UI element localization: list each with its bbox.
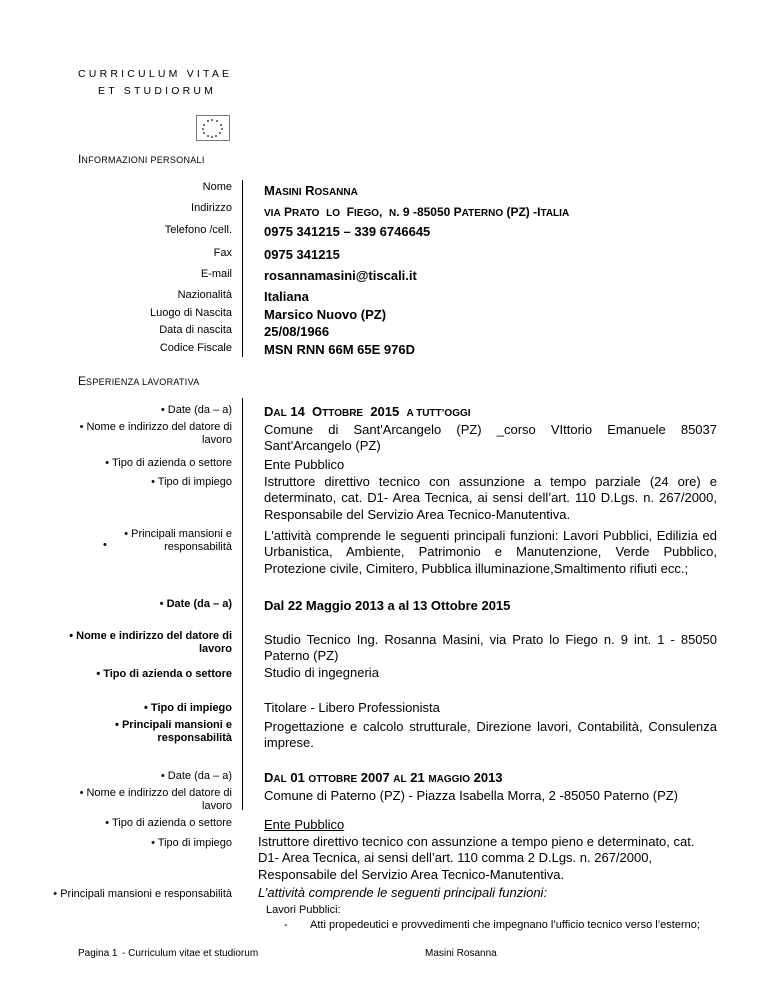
job2-label-employer: • Nome e indirizzo del datore di lavoro <box>69 630 232 655</box>
section-personal-heading: INFORMAZIONI PERSONALI <box>78 152 205 166</box>
divider <box>242 398 243 810</box>
job3-label-date: • Date (da – a) <box>160 770 232 782</box>
job1-label-date: • Date (da – a) <box>160 404 232 416</box>
job3-sub-item-dash: - <box>284 919 288 931</box>
label-nazionalita: Nazionalità <box>177 289 232 301</box>
job3-type: Ente Pubblico <box>264 817 345 832</box>
section-experience-heading: ESPERIENZA LAVORATIVA <box>78 374 200 388</box>
job2-date: Dal 22 Maggio 2013 a al 13 Ottobre 2015 <box>264 598 511 613</box>
job1-label-type: • Tipo di azienda o settore <box>105 457 232 469</box>
label-telefono: Telefono /cell. <box>164 224 232 236</box>
job2-label-date: • Date (da – a) <box>159 598 232 610</box>
footer-name: Masini Rosanna <box>425 948 497 959</box>
value-nome: MASINI ROSANNA <box>264 183 358 198</box>
eu-flag-icon <box>196 115 230 141</box>
job3-label-type: • Tipo di azienda o settore <box>105 817 232 829</box>
job3-sub-heading: Lavori Pubblici: <box>266 904 341 916</box>
job2-duties: Progettazione e calcolo strutturale, Direzione lavori, Contabilità, Consulenza imprese. <box>264 719 717 751</box>
footer-doc: - Curriculum vitae et studiorum <box>122 948 259 959</box>
job1-label-duties: • Principali mansioni e responsabilità <box>124 528 232 553</box>
label-email: E-mail <box>200 268 232 280</box>
job1-duties: L'attività comprende le seguenti principali funzioni: Lavori Pubblici, Edilizia ed Urbanistica, Ambiente, Patrimonio e Manutenzione, Verde Pubblico, Protezione civile, Cimitero, Pubblica illuminazione,Smaltimento rifiuti ecc.; <box>264 528 717 576</box>
value-codice-fiscale: MSN RNN 66M 65E 976D <box>264 342 415 357</box>
job1-label-employer: • Nome e indirizzo del datore di lavoro <box>79 421 232 446</box>
job2-job: Titolare - Libero Professionista <box>264 700 440 715</box>
job1-date: DAL 14 OTTOBRE 2015 A TUTT’OGGI <box>264 404 471 419</box>
job2-label-job: • Tipo di impiego <box>144 702 232 714</box>
job2-type: Studio di ingegneria <box>264 665 379 680</box>
cv-title <box>78 66 232 100</box>
job3-label-duties: • Principali mansioni e responsabilità <box>53 888 232 900</box>
cv-title-line2: ET STUDIORUM <box>98 85 217 97</box>
value-telefono: 0975 341215 – 339 6746645 <box>264 224 431 239</box>
job3-duties: L’attività comprende le seguenti principali funzioni: <box>258 885 548 900</box>
value-indirizzo: VIA PRATO LO FIEGO, N. 9 -85050 PATERNO (PZ) -ITALIA <box>264 205 570 219</box>
job3-employer: Comune di Paterno (PZ) - Piazza Isabella Morra, 2 -85050 Paterno (PZ) <box>264 788 679 803</box>
job3-job: Istruttore direttivo tecnico con assunzione a tempo pieno e determinato, cat. D1- Area Tecnica, ai sensi dell’art. 110 comma 2 D.Lgs. n. 267/2000, Responsabile del Servizio Area Tecnico-Manutentiva. <box>258 834 695 882</box>
job3-label-employer: • Nome e indirizzo del datore di lavoro <box>79 787 232 812</box>
label-luogo-nascita: Luogo di Nascita <box>150 307 232 319</box>
label-fax: Fax <box>213 247 232 259</box>
job2-label-type: • Tipo di azienda o settore <box>96 668 232 680</box>
label-nome: Nome <box>202 181 232 193</box>
job3-sub-item: Atti propedeutici e provvedimenti che impegnano l’ufficio tecnico verso l’esterno; <box>310 919 700 931</box>
label-indirizzo: Indirizzo <box>191 202 232 214</box>
job2-label-duties: • Principali mansioni e responsabilità <box>115 719 232 744</box>
job2-employer: Studio Tecnico Ing. Rosanna Masini, via Prato lo Fiego n. 9 int. 1 - 85050 Paterno (PZ) <box>264 632 717 664</box>
job1-job: Istruttore direttivo tecnico con assunzione a tempo parziale (24 ore) e determinato, cat. D1- Area Tecnica, ai sensi dell’art. 110 D.Lgs. n. 267/2000, Responsabile del Servizio Area Tecnico-Manutentiva. <box>264 474 717 522</box>
job1-label-job: • Tipo di impiego <box>151 476 232 488</box>
job3-date: DAL 01 OTTOBRE 2007 AL 21 MAGGIO 2013 <box>264 770 503 785</box>
footer-page: Pagina 1 <box>78 948 118 959</box>
job3-label-job: • Tipo di impiego <box>151 837 232 849</box>
value-data-nascita: 25/08/1966 <box>264 324 330 339</box>
label-codice-fiscale: Codice Fiscale <box>159 342 232 354</box>
divider <box>242 180 243 357</box>
job1-type: Ente Pubblico <box>264 457 345 472</box>
cv-title-line1: CURRICULUM VITAE <box>78 68 233 80</box>
value-luogo-nascita: Marsico Nuovo (PZ) <box>264 307 387 322</box>
job1-employer: Comune di Sant'Arcangelo (PZ) _corso VIttorio Emanuele 85037 Sant'Arcangelo (PZ) <box>264 422 717 454</box>
job1-duties-bullet: • <box>103 539 107 551</box>
label-data-nascita: Data di nascita <box>159 324 232 336</box>
value-email[interactable]: rosannamasini@tiscali.it <box>264 268 417 283</box>
value-nazionalita: Italiana <box>264 289 309 304</box>
value-fax: 0975 341215 <box>264 247 340 262</box>
